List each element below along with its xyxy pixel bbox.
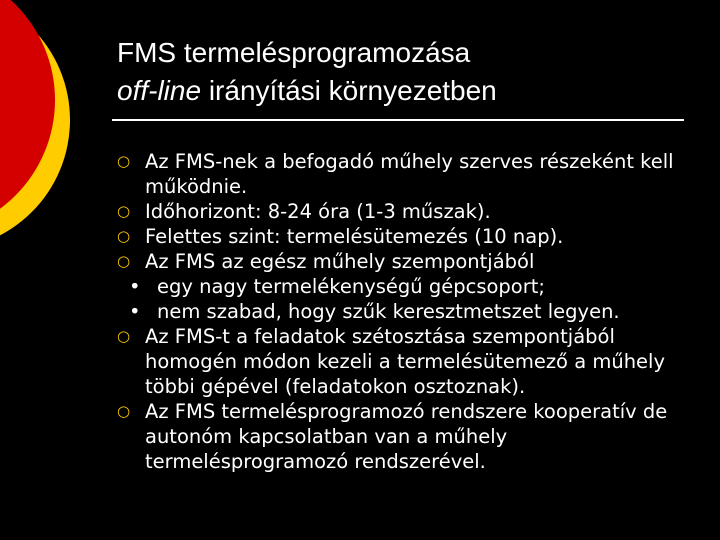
title-line-2-rest: irányítási környezetben [201, 75, 497, 106]
dot-bullet-icon: • [129, 300, 141, 323]
list-item-text: Az FMS-nek a befogadó műhely szerves részeként kell működnie. [145, 150, 674, 198]
slide-body [117, 149, 707, 474]
list-item [117, 249, 707, 274]
sub-list-item [129, 299, 707, 324]
list-item-text: Felettes szint: termelésütemezés (10 nap). [145, 225, 564, 248]
list-item-text: Időhorizont: 8-24 óra (1-3 műszak). [145, 200, 491, 223]
circle-bullet-icon: ○ [117, 327, 131, 345]
circle-bullet-icon: ○ [117, 252, 131, 270]
circle-bullet-icon: ○ [117, 202, 131, 220]
circle-bullet-icon: ○ [117, 227, 131, 245]
list-item [117, 399, 707, 474]
list-item [117, 199, 707, 224]
sub-list-item-text: egy nagy termelékenységű gépcsoport; [157, 275, 545, 298]
title-emphasis: off-line [117, 75, 202, 106]
sub-list-item [129, 274, 707, 299]
title-line-1: FMS termelésprogramozása [117, 37, 471, 68]
dot-bullet-icon: • [129, 275, 141, 298]
list-item-text: Az FMS az egész műhely szempontjából [145, 250, 535, 273]
decorative-circles [0, 0, 120, 260]
list-item [117, 324, 707, 399]
list-item-text: Az FMS termelésprogramozó rendszere kooperatív de autonóm kapcsolatban van a műhely termelésprogramozó rendszerével. [145, 400, 668, 473]
list-item-text: Az FMS-t a feladatok szétosztása szempontjából homogén módon kezeli a termelésütemező a műhely többi gépével (feladatokon osztoznak). [145, 325, 666, 398]
list-item [117, 149, 707, 199]
title-divider [112, 119, 684, 121]
list-item [117, 224, 707, 249]
circle-bullet-icon: ○ [117, 152, 131, 170]
sub-list-item-text: nem szabad, hogy szűk keresztmetszet legyen. [157, 300, 620, 323]
circle-bullet-icon: ○ [117, 402, 131, 420]
title-line-2 [117, 72, 697, 110]
slide-title [117, 34, 697, 110]
